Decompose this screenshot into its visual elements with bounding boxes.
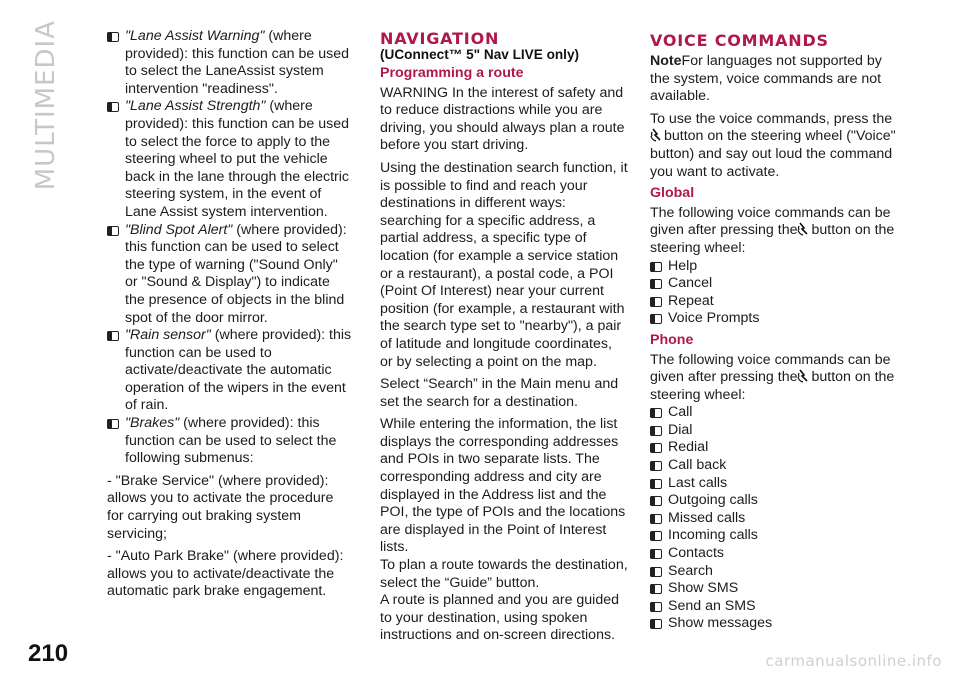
global-heading: Global (650, 185, 695, 202)
voice-button-icon (650, 128, 662, 142)
note-paragraph (650, 53, 902, 106)
list-item: Last calls (650, 475, 902, 493)
voice-button-icon (797, 222, 809, 236)
list-item-lane-assist-warning (107, 28, 353, 98)
item-title: "Brakes" (125, 415, 180, 432)
voice-commands-heading: VOICE COMMANDS (650, 31, 829, 50)
submenu-auto-park-brake: - "Auto Park Brake" (where provided): allows you to activate/deactivate the automatic park brake engagement. (107, 548, 344, 600)
column-middle (380, 30, 628, 645)
item-text: (where provided): this function can be used to select the force to apply to the steering wheel to put the vehicle back in the lane through the electric steering system, in the event of Lane Assist system intervention. (125, 98, 349, 220)
column-left (107, 28, 353, 601)
list-item: Dial (650, 422, 902, 440)
column-right (650, 32, 902, 633)
programming-route-heading: Programming a route (380, 65, 524, 81)
paragraph: Using the destination search function, it is possible to find and reach your destinations in different ways: searching for a specific address, a partial address, a specific type of location (for example a service station or a restaurant), a postal code, a POI (Point Of Interest) near your current position (for example, a restaurant with the search type set to "nearby"), a pair of latitude and longitude coordinates, or by selecting a point on the map. (380, 159, 628, 370)
paragraph: WARNING In the interest of safety and to reduce distractions while you are driving, you should always plan a route before you start driving. (380, 84, 625, 154)
paragraph: To plan a route towards the destination, select the “Guide” button. (380, 557, 628, 591)
list-item: Missed calls (650, 510, 902, 528)
item-title: "Blind Spot Alert" (125, 221, 233, 238)
list-item: Cancel (650, 275, 902, 293)
paragraph: While entering the information, the list displays the corresponding addresses and POIs in two separate lists. The corresponding address and city are displayed in the Address list and the POI, the type of POIs and the locations are displayed in the Point of Interest lists. (380, 416, 626, 556)
page-number: 210 (28, 640, 69, 667)
section-tab (12, 20, 80, 200)
list-item-rain-sensor (107, 327, 353, 415)
list-item: Incoming calls (650, 527, 902, 545)
item-title: "Rain sensor" (125, 327, 211, 344)
section-tab-label: MULTIMEDIA (31, 20, 61, 191)
item-title: "Lane Assist Strength" (125, 98, 266, 115)
list-item: Voice Prompts (650, 310, 902, 328)
list-item: Outgoing calls (650, 492, 902, 510)
submenu-brake-service: - "Brake Service" (where provided): allows you to activate the procedure for carrying out braking system servicing; (107, 472, 334, 542)
note-text: For languages not supported by the system, voice commands are not available. (650, 53, 882, 105)
phone-command-list (650, 404, 902, 633)
voice-intro-paragraph: To use the voice commands, press the button on the steering wheel ("Voice" button) and say out loud the command you want to activate. (650, 110, 896, 180)
list-item: Call (650, 404, 902, 422)
item-title: "Lane Assist Warning" (125, 28, 265, 44)
list-item-lane-assist-strength (107, 98, 353, 221)
item-text: (where provided): this function can be used to select the following submenus: (125, 415, 337, 467)
list-item: Help (650, 258, 902, 276)
list-item: Call back (650, 457, 902, 475)
list-item: Show messages (650, 615, 902, 633)
list-item: Repeat (650, 293, 902, 311)
list-item-blind-spot-alert (107, 222, 353, 328)
watermark: carmanualsonline.info (765, 652, 942, 670)
list-item: Show SMS (650, 580, 902, 598)
list-item: Redial (650, 439, 902, 457)
phone-heading: Phone (650, 331, 694, 348)
navigation-subheading: (UConnect™ 5" Nav LIVE only) (380, 47, 580, 62)
item-text: (where provided): this function can be used to select the LaneAssist system intervention "readiness". (125, 28, 349, 97)
voice-button-icon (797, 369, 809, 383)
phone-intro-paragraph: The following voice commands can be given after pressing the button on the steering wheel: (650, 351, 895, 403)
item-text: (where provided): this function can be used to select the type of warning ("Sound Only" or "Sound & Display") to indicate the presence of objects in the blind spot of the door mirror. (125, 221, 347, 326)
global-intro-paragraph: The following voice commands can be given after pressing the button on the steering wheel: (650, 204, 895, 256)
list-item: Search (650, 563, 902, 581)
note-label: Note (650, 53, 682, 69)
item-text: (where provided): this function can be used to activate/deactivate the automatic operation of the wipers in the event of rain. (125, 327, 352, 414)
global-command-list (650, 258, 902, 328)
paragraph: A route is planned and you are guided to your destination, using spoken instructions and on-screen directions. (380, 592, 620, 644)
list-item: Send an SMS (650, 598, 902, 616)
list-item: Contacts (650, 545, 902, 563)
navigation-heading: NAVIGATION (380, 29, 500, 48)
list-item-brakes (107, 415, 353, 468)
paragraph: Select “Search” in the Main menu and set the search for a destination. (380, 376, 619, 410)
